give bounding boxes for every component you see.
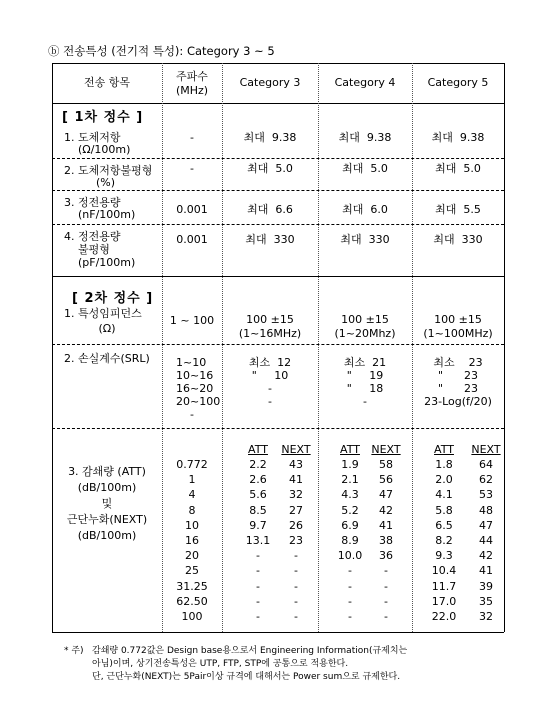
cat5-next: 48 [479,503,493,517]
cat5-att: 4.1 [435,488,453,502]
cat5-att: 17.0 [431,594,457,608]
cat3-next: - [294,579,298,593]
att-freq: 25 [185,564,199,578]
att-label-line: 3. 감쇄량 (ATT) [68,465,146,478]
impedance-cat3: 100 ±15 [246,313,294,326]
cat5-next: 32 [479,610,493,624]
impedance-cat4-range: (1~20Mhz) [334,327,396,340]
footnote-mark: * 주) [64,646,84,656]
cat4-att: - [348,610,352,624]
row-cat3: 최대 330 [245,233,295,246]
row-label: 2. 도체저항불평형 [64,164,153,177]
srl-cat4-value: 최소 21 [343,356,387,369]
att-freq: 8 [188,503,196,517]
cat5-att: 5.8 [435,503,453,517]
impedance-unit: (Ω) [98,322,116,335]
footnote-line: 단, 근단누화(NEXT)는 5Pair이상 규격에 대해서는 Power sum으로 규제한다. [92,672,401,682]
cat5-next: 39 [479,579,493,593]
srl-cat3-value: 최소 12 [248,356,292,369]
att-label-line: (dB/100m) [77,481,137,494]
footnote [92,645,407,684]
section-primary-constants: [ 1차 정수 ] [62,110,144,125]
att-freq: 1 [188,473,196,487]
att-label-line: (dB/100m) [77,529,137,542]
cat4-next: - [384,564,388,578]
row-cat5: 최대 9.38 [431,131,485,144]
row-divider [52,428,504,429]
impedance-cat3-range: (1~16MHz) [238,327,302,340]
srl-cat5-value: " 23 [437,369,479,382]
srl-cat4 [318,356,412,408]
cat4-next: 42 [379,503,393,517]
row-label-unit: (%) [96,176,116,189]
cat3-att: 5.6 [249,488,267,502]
row-cat3: 최대 5.0 [247,162,293,175]
att-label-line: 근단누화(NEXT) [66,513,148,526]
cat4-att: 2.1 [341,473,359,487]
row-freq: - [190,131,194,144]
row-label: 1. 도체저항 [64,131,121,144]
cat3-att: - [256,594,260,608]
cat4-att: 4.3 [341,488,359,502]
srl-cat3 [222,356,318,408]
cat3-next-col [276,443,316,624]
att-col-header: ATT [340,443,360,456]
footnote-line: 아님)이며, 상기전송특성은 UTP, FTP, STP에 공통으로 적용한다. [92,659,349,669]
cat3-next: - [294,610,298,624]
cat4-next: - [384,610,388,624]
cat5-att: 22.0 [431,610,457,624]
header-cat3: Category 3 [239,76,301,89]
srl-cat4-value: " 18 [346,382,384,395]
row-cat3: 최대 9.38 [243,131,297,144]
srl-cat4-value: " 19 [346,369,384,382]
next-col-header: NEXT [471,443,501,456]
table-top-border [52,63,504,64]
page-title: ⓑ 전송특성 (전기적 특성): Category 3 ~ 5 [48,44,275,58]
srl-cat5-value: " 23 [437,382,479,395]
cat3-next: - [294,594,298,608]
cat5-att: 9.3 [435,549,453,563]
cat4-next: - [384,594,388,608]
cat3-att: 9.7 [249,518,267,532]
srl-cat3-value: " 10 [251,369,289,382]
table-left-border [52,63,53,632]
srl-cat3-value: - [268,395,272,408]
att-freq-list [162,457,222,624]
row-cat4: 최대 330 [340,233,390,246]
att-freq: 31.25 [176,579,208,593]
header-freq: 주파수 [176,70,208,83]
header-freq-unit: (MHz) [175,84,209,97]
cat4-next: 56 [379,473,393,487]
row-cat4: 최대 6.0 [342,203,388,216]
att-label [52,464,162,544]
cat5-att: 6.5 [435,518,453,532]
row-freq: - [190,162,194,175]
header-cat4: Category 4 [334,76,396,89]
cat4-att-col [330,443,370,624]
row-cat5: 최대 5.5 [435,203,481,216]
cat3-next: 27 [289,503,303,517]
table-bottom-border [52,632,504,633]
cat3-next: - [294,564,298,578]
srl-cat5-value: 23-Log(f/20) [424,395,492,408]
srl-cat5-value: 최소 23 [433,356,483,369]
row-divider [52,190,504,191]
srl-freq: 20~100 [176,395,221,408]
cat3-att: - [256,549,260,563]
footnote-line: 감쇄량 0.772값은 Design base용으로서 Engineering Information(규제치는 [92,646,408,656]
cat5-next: 53 [479,488,493,502]
cat4-att: 8.9 [341,534,359,548]
cat4-next: 41 [379,518,393,532]
cat5-next: 64 [479,458,493,471]
row-freq: 0.001 [176,233,208,246]
att-freq: 20 [185,549,199,563]
cat3-att: 2.6 [249,473,267,487]
row-cat3: 최대 6.6 [247,203,293,216]
cat5-att: 2.0 [435,473,453,487]
row-label-unit: (nF/100m) [78,208,136,221]
srl-freq: 10~16 [176,369,214,382]
header-cat5: Category 5 [427,76,489,89]
cat5-att: 11.7 [431,579,457,593]
cat3-att: - [256,610,260,624]
row-label: 4. 정전용량 [64,230,121,243]
row-label-line2: 불평형 [78,243,110,256]
row-cat4: 최대 9.38 [338,131,392,144]
cat4-next: 47 [379,488,393,502]
cat4-att: - [348,579,352,593]
cat3-next: 26 [289,518,303,532]
row-divider [52,158,504,159]
srl-freq: 1~10 [176,356,207,369]
section-secondary-constants: [ 2차 정수 ] [72,291,154,306]
srl-cat4-value: - [363,395,367,408]
cat3-next: 41 [289,473,303,487]
row-divider [52,224,504,225]
cat4-next: 36 [379,549,393,563]
row-cat5: 최대 330 [433,233,483,246]
srl-freq: 16~20 [176,382,214,395]
att-col-header: ATT [434,443,454,456]
cat3-att: 2.2 [249,458,267,471]
impedance-cat5: 100 ±15 [434,313,482,326]
row-freq: 0.001 [176,203,208,216]
srl-freq-list [176,356,222,421]
cat4-att: 10.0 [337,549,363,563]
cat5-att-col [424,443,464,624]
row-label-unit: (Ω/100m) [78,143,131,156]
cat4-att: - [348,594,352,608]
row-label: 3. 정전용량 [64,196,121,209]
att-freq: 0.772 [176,458,208,471]
row-cat4: 최대 5.0 [342,162,388,175]
cat3-next: 23 [289,534,303,548]
cat4-next-col [366,443,406,624]
att-freq: 4 [188,488,196,502]
cat5-att: 1.8 [435,458,453,471]
cat5-att: 10.4 [431,564,457,578]
cat5-next-col [466,443,506,624]
header-divider [52,103,504,104]
cat3-next: 32 [289,488,303,502]
row-cat5: 최대 5.0 [435,162,481,175]
row-divider [52,344,504,345]
att-freq: 62.50 [176,594,208,608]
cat3-next: 43 [289,458,303,471]
cat5-next: 44 [479,534,493,548]
cat5-next: 35 [479,594,493,608]
cat5-next: 62 [479,473,493,487]
impedance-label: 1. 특성임피던스 [64,307,142,320]
impedance-freq: 1 ~ 100 [169,314,215,327]
cat4-next: - [384,579,388,593]
next-col-header: NEXT [371,443,401,456]
section-divider [52,276,504,277]
cat3-att-col [238,443,278,624]
cat5-next: 42 [479,549,493,563]
cat4-att: - [348,564,352,578]
att-freq: 10 [185,518,199,532]
cat3-next: - [294,549,298,563]
col-divider [412,63,413,632]
cat3-att: 8.5 [249,503,267,517]
row-label-unit: (pF/100m) [78,256,136,269]
srl-cat5 [412,356,504,408]
srl-freq: - [190,408,194,421]
att-freq: 100 [181,610,203,624]
srl-label: 2. 손실계수(SRL) [64,352,150,365]
header-item: 전송 항목 [83,76,130,89]
cat4-next: 58 [379,458,393,471]
att-col-header: ATT [248,443,268,456]
col-divider [222,63,223,632]
col-divider [318,63,319,632]
att-freq: 16 [185,534,199,548]
next-col-header: NEXT [281,443,311,456]
cat4-next: 38 [379,534,393,548]
cat4-att: 5.2 [341,503,359,517]
cat3-att: - [256,564,260,578]
cat4-att: 1.9 [341,458,359,471]
cat3-att: - [256,579,260,593]
impedance-cat5-range: (1~100MHz) [423,327,493,340]
cat5-next: 41 [479,564,493,578]
impedance-cat4: 100 ±15 [341,313,389,326]
srl-cat3-value: - [268,382,272,395]
att-label-line: 및 [101,497,113,510]
cat3-att: 13.1 [245,534,271,548]
cat5-next: 47 [479,518,493,532]
cat5-att: 8.2 [435,534,453,548]
cat4-att: 6.9 [341,518,359,532]
